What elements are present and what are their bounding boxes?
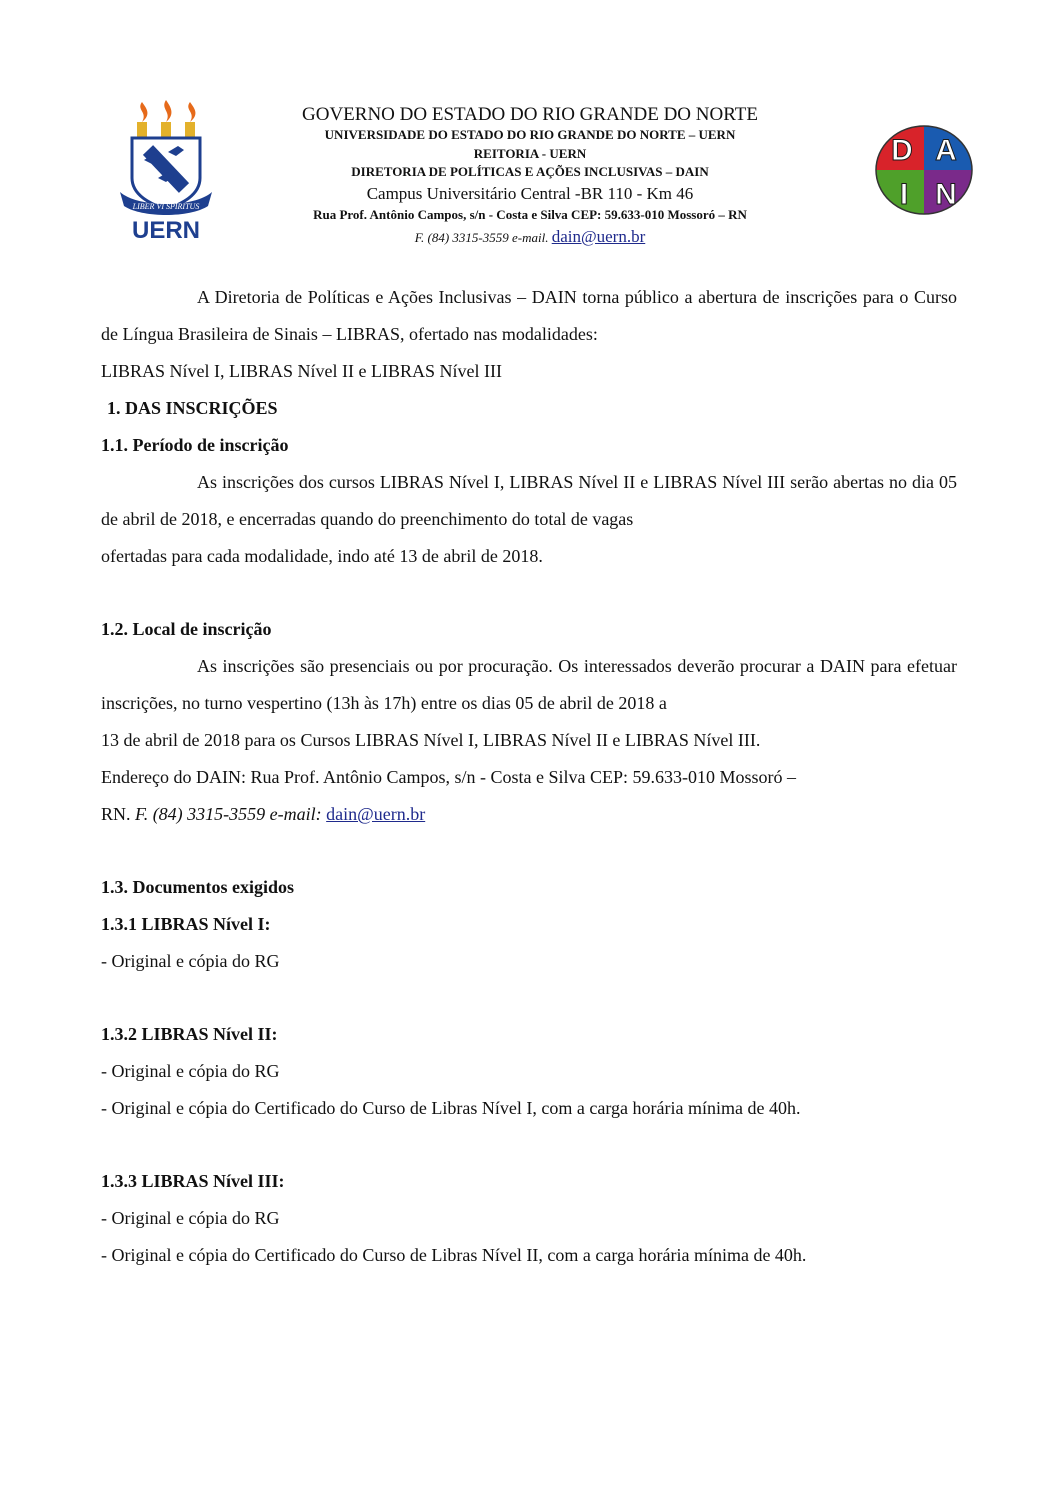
dain-logo	[874, 124, 974, 216]
header-university: UNIVERSIDADE DO ESTADO DO RIO GRANDE DO NORTE – UERN	[324, 127, 736, 142]
header-address: Rua Prof. Antônio Campos, s/n - Costa e Silva CEP: 59.633-010 Mossoró – RN	[313, 207, 747, 222]
section-1-2-rn: RN.	[101, 804, 131, 824]
torch-icons	[137, 100, 195, 138]
section-1-1-last: ofertadas para cada modalidade, indo até 13 de abril de 2018.	[101, 546, 543, 566]
section-1-1-text: As inscrições dos cursos LIBRAS Nível I, LIBRAS Nível II e LIBRAS Nível III serão abertas no dia 05 de abril de 2018, e encerradas quando do preenchimento do total de vagas	[101, 472, 957, 529]
section-1-2-text: As inscrições são presenciais ou por procuração. Os interessados deverão procurar a DAIN para efetuar inscrições, no turno vespertino (13h às 17h) entre os dias 05 de abril de 2018 a	[101, 656, 957, 713]
svg-text:N: N	[935, 178, 957, 211]
section-1-1-title: 1.1. Período de inscrição	[101, 435, 289, 455]
header-phone: F. (84) 3315-3559 e-mail.	[414, 230, 549, 245]
section-1-2-contact	[101, 796, 425, 833]
svg-text:I: I	[899, 178, 909, 211]
header-rectorate: REITORIA - UERN	[473, 146, 587, 161]
header-campus: Campus Universitário Central -BR 110 - Km 46	[366, 184, 694, 203]
section-1-3-1-title: 1.3.1 LIBRAS Nível I:	[101, 914, 271, 934]
header-directorate: DIRETORIA DE POLÍTICAS E AÇÕES INCLUSIVAS – DAIN	[351, 164, 709, 179]
section-1-2-address: Endereço do DAIN: Rua Prof. Antônio Campos, s/n - Costa e Silva CEP: 59.633-010 Mossoró –	[101, 767, 796, 787]
intro-modalities: LIBRAS Nível I, LIBRAS Nível II e LIBRAS Nível III	[101, 361, 502, 381]
svg-text:UERN: UERN	[131, 217, 201, 244]
section-1-2-phone: F. (84) 3315-3559 e-mail:	[135, 804, 322, 824]
section-1-3-title: 1.3. Documentos exigidos	[101, 877, 294, 897]
svg-text:LIBER VI SPIRITUS: LIBER VI SPIRITUS	[132, 202, 200, 211]
list-item: - Original e cópia do RG	[101, 951, 280, 971]
intro-paragraph: A Diretoria de Políticas e Ações Inclusivas – DAIN torna público a abertura de inscrições para o Curso de Língua Brasileira de Sinais – LIBRAS, ofertado nas modalidades:	[101, 287, 957, 344]
uern-logo	[118, 100, 214, 245]
section-1-3-2-title: 1.3.2 LIBRAS Nível II:	[101, 1024, 278, 1044]
header-email-link[interactable]: dain@uern.br	[551, 227, 646, 246]
header-government: GOVERNO DO ESTADO DO RIO GRANDE DO NORTE	[302, 104, 758, 125]
list-item: - Original e cópia do RG	[101, 1208, 280, 1228]
header-contact	[220, 227, 840, 247]
list-item: - Original e cópia do Certificado do Curso de Libras Nível I, com a carga horária mínima de 40h.	[101, 1098, 801, 1118]
section-1-title: 1. DAS INSCRIÇÕES	[107, 398, 278, 418]
section-1-3-3-title: 1.3.3 LIBRAS Nível III:	[101, 1171, 285, 1191]
list-item: - Original e cópia do Certificado do Curso de Libras Nível II, com a carga horária mínima de 40h.	[101, 1245, 807, 1265]
svg-text:A: A	[935, 134, 957, 167]
section-1-2-courses: 13 de abril de 2018 para os Cursos LIBRAS Nível I, LIBRAS Nível II e LIBRAS Nível III.	[101, 730, 761, 750]
list-item: - Original e cópia do RG	[101, 1061, 280, 1081]
section-1-2-title: 1.2. Local de inscrição	[101, 619, 272, 639]
svg-text:D: D	[891, 134, 913, 167]
section-1-2-email-link[interactable]: dain@uern.br	[326, 804, 426, 824]
